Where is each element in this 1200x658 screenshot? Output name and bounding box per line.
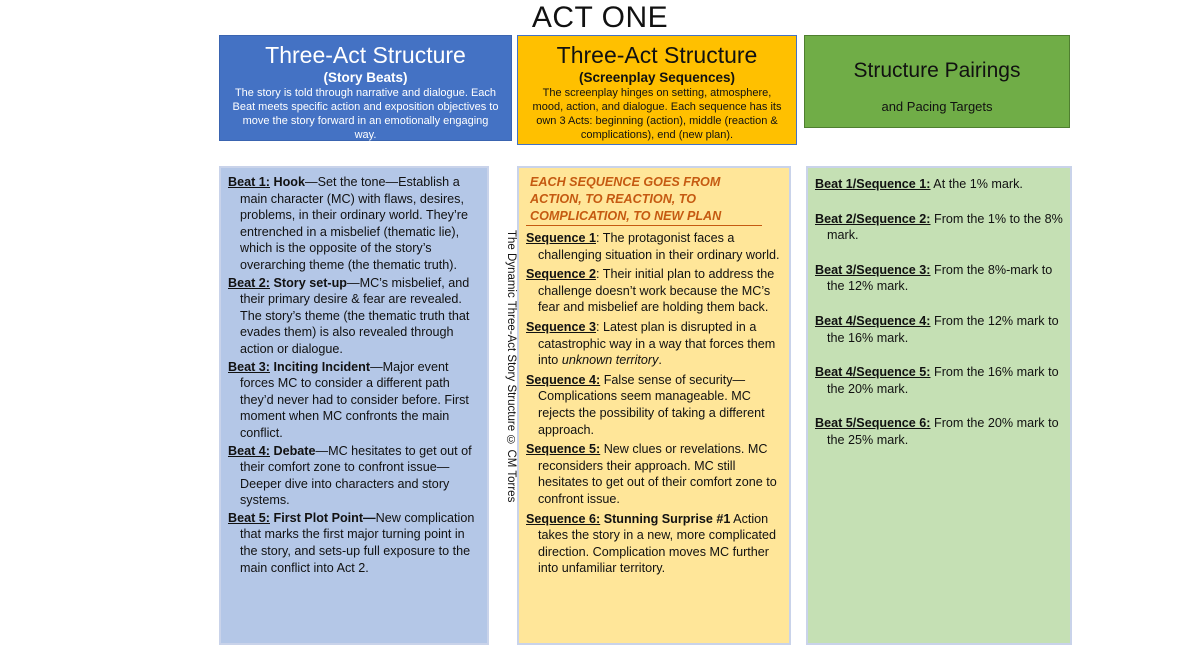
story-beats-header — [219, 35, 512, 141]
sequence-text: False sense of security—Complications seem manageable. MC rejects the possibility of taking a different approach. — [538, 372, 765, 437]
sequence-text: : Their initial plan to address the challenge doesn’t work because the MC’s fear and misbelief are holding them back. — [538, 267, 775, 315]
sequence-text: Action takes the story in a new, more complicated direction. Complication moves MC further into unfamiliar territory. — [538, 511, 776, 576]
pairing-item — [815, 211, 1064, 244]
beat-label: Beat 4: — [228, 443, 270, 458]
sequence-item — [526, 441, 783, 507]
sequence-key: Stunning Surprise #1 — [600, 511, 731, 526]
pairing-label: Beat 4/Sequence 4: — [815, 313, 931, 328]
pairing-item — [815, 364, 1064, 397]
sequence-label: Sequence 1 — [526, 231, 596, 245]
structure-pairings-header — [804, 35, 1070, 128]
beat-key: Story set-up — [273, 275, 347, 290]
sequence-item — [526, 266, 783, 316]
pairing-item — [815, 262, 1064, 295]
pairing-text: From the 16% mark to the 20% mark. — [827, 365, 1059, 396]
sequence-italic: unknown territory — [561, 353, 659, 368]
header-title: Three-Act Structure — [265, 42, 466, 68]
beat-text: New complication that marks the first major turning point in the story, and sets-up full exposure to the main conflict into Act 2. — [240, 510, 475, 575]
beat-text: —MC hesitates to get out of their comfort zone to confront issue—Deeper dive into characters and story systems. — [240, 443, 472, 508]
sequence-label: Sequence 3 — [526, 319, 596, 334]
screenplay-sequences-column — [517, 166, 791, 645]
beat-key: Inciting Incident — [273, 359, 371, 374]
sequence-item — [526, 319, 783, 369]
pairing-label: Beat 1/Sequence 1: — [815, 177, 931, 191]
header-subtitle: and Pacing Targets — [881, 99, 993, 114]
pairing-label: Beat 3/Sequence 3: — [815, 262, 931, 277]
beat-label: Beat 3: — [228, 359, 270, 374]
sequence-text: New clues or revelations. MC reconsiders their approach. MC still hesitates to get out of their comfort zone to confront issue. — [538, 442, 777, 506]
beat-item — [228, 174, 481, 274]
header-title: Three-Act Structure — [556, 42, 758, 68]
pairing-label: Beat 5/Sequence 6: — [815, 416, 931, 431]
header-description: The story is told through narrative and dialogue. Each Beat meets specific action and exposition objectives to move the story forward in an emotionally engaging way. — [232, 87, 499, 141]
sequence-after: . — [658, 353, 662, 368]
sequence-item — [526, 511, 783, 577]
screenplay-sequences-header — [517, 35, 797, 145]
beat-text: —MC’s misbelief, and their primary desire & fear are revealed. The story’s theme (the thematic truth that evades them) is also revealed through action or dialogue. — [240, 275, 470, 356]
sequence-text: : The protagonist faces a challenging situation in their ordinary world. — [538, 231, 780, 262]
header-title: Structure Pairings — [853, 59, 1021, 82]
beat-item — [228, 359, 481, 442]
sequence-item — [526, 372, 783, 438]
page-title: ACT ONE — [531, 1, 669, 34]
sequence-label: Sequence 2 — [526, 267, 596, 282]
sequence-text: : Latest plan is disrupted in a catastrophic way in a way that forces them into — [538, 319, 776, 368]
story-beats-column — [219, 166, 489, 645]
pairing-text: At the 1% mark. — [930, 177, 1023, 191]
pairing-label: Beat 4/Sequence 5: — [815, 365, 931, 380]
pairing-item — [815, 176, 1064, 193]
header-subtitle: (Screenplay Sequences) — [578, 70, 736, 85]
sequence-label: Sequence 6: — [526, 511, 601, 526]
pairing-label: Beat 2/Sequence 2: — [815, 211, 931, 226]
sequence-intro: EACH SEQUENCE GOES FROM ACTION, TO REACTION, TO COMPLICATION, TO NEW PLAN — [526, 174, 762, 226]
header-subtitle: (Story Beats) — [323, 70, 408, 85]
beat-key: Hook — [273, 175, 305, 189]
vertical-credit: The Dynamic Three-Act Story Structure © CM Torres — [505, 230, 517, 503]
beat-item — [228, 510, 481, 576]
sequence-label: Sequence 4: — [526, 372, 601, 387]
header-description: The screenplay hinges on setting, atmosphere, mood, action, and dialogue. Each sequence has its own 3 Acts: beginning (action), middle (reaction & complications), end (new plan). — [532, 87, 782, 141]
beat-key: First Plot Point— — [273, 510, 376, 525]
structure-pairings-column — [806, 166, 1072, 645]
pairing-item — [815, 313, 1064, 346]
sequence-label: Sequence 5: — [526, 442, 601, 457]
pairing-text: From the 20% mark to the 25% mark. — [827, 416, 1059, 447]
beat-item — [228, 275, 481, 358]
beat-text: —Major event forces MC to consider a different path they’d never had to consider before. First moment when MC confronts the main conflict. — [240, 359, 469, 440]
pairing-text: From the 8%-mark to the 12% mark. — [827, 262, 1053, 294]
beat-label: Beat 1: — [228, 175, 270, 189]
beat-key: Debate — [273, 443, 316, 458]
pairing-item — [815, 415, 1064, 448]
beat-label: Beat 2: — [228, 275, 270, 290]
beat-label: Beat 5: — [228, 510, 270, 525]
pairing-text: From the 1% to the 8% mark. — [827, 211, 1063, 243]
beat-item — [228, 443, 481, 509]
beat-text: —Set the tone—Establish a main character (MC) with flaws, desires, problems, in their ordinary world. They’re entrenched in a misbelief (thematic lie), which is the opposite of the story’s overarching theme (the thematic truth). — [240, 175, 468, 272]
sequence-item — [526, 230, 783, 263]
pairing-text: From the 12% mark to the 16% mark. — [827, 313, 1059, 345]
